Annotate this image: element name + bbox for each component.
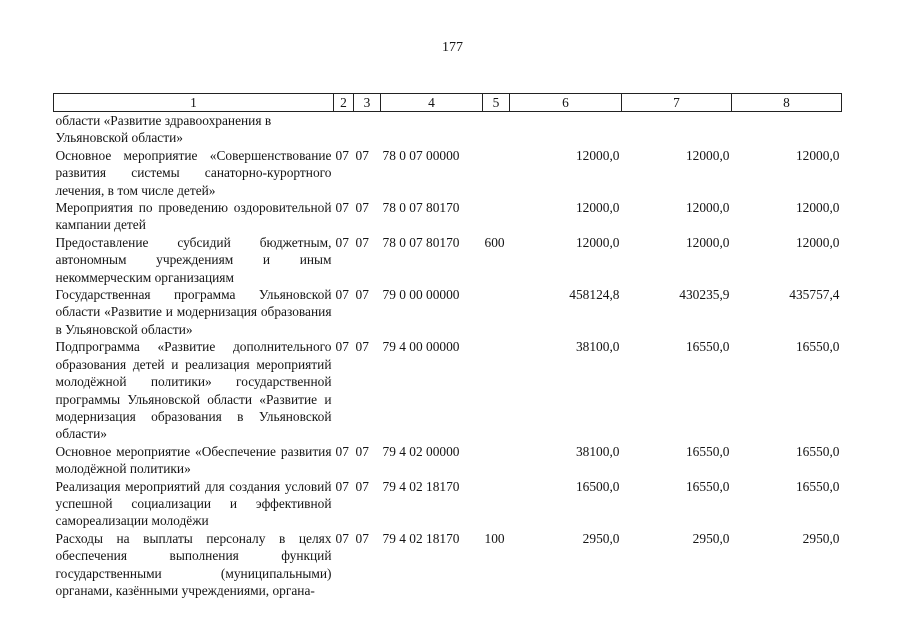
row-description: Основное мероприятие «Обеспечение развития молодёжной политики» [55, 443, 332, 477]
row-amount-col8: 16550,0 [795, 339, 840, 355]
column-header-2: 2 [334, 94, 354, 112]
row-description: Предоставление субсидий бюджетным, автономным учреждениям и иным некоммерческим организациям [55, 234, 332, 285]
table-header-row [54, 94, 842, 112]
row-subsection: 07 [355, 443, 369, 459]
row-expense-type [483, 147, 510, 199]
table-row [54, 443, 842, 478]
row-amount-col8: 12000,0 [795, 200, 840, 216]
row-amount-col7: 2950,0 [692, 530, 730, 546]
row-subsection: 07 [355, 478, 369, 494]
row-section: 07 [335, 339, 349, 355]
row-amount-col7: 12000,0 [685, 147, 730, 163]
row-expense-type [483, 478, 510, 530]
row-target-article: 79 0 00 00000 [382, 287, 460, 303]
column-header-7: 7 [622, 94, 732, 112]
row-amount-col8 [732, 112, 842, 147]
row-amount-col6: 16500,0 [575, 478, 620, 494]
row-section: 07 [335, 530, 349, 546]
row-section: 07 [335, 234, 349, 250]
row-description: Мероприятия по проведению оздоровительной кампании детей [55, 200, 332, 233]
row-amount-col7: 16550,0 [685, 339, 730, 355]
row-target-article: 79 4 00 00000 [382, 339, 460, 355]
column-header-6: 6 [510, 94, 622, 112]
row-section: 07 [335, 287, 349, 303]
row-subsection: 07 [355, 234, 369, 250]
table-row [54, 147, 842, 199]
table-row [54, 112, 842, 147]
row-amount-col6: 12000,0 [575, 200, 620, 216]
row-amount-col8: 16550,0 [795, 443, 840, 459]
row-expense-type [483, 443, 510, 478]
row-amount-col7: 16550,0 [685, 478, 730, 494]
table-row [54, 478, 842, 530]
column-header-4: 4 [381, 94, 483, 112]
row-description: Основное мероприятие «Совершенствование развития системы санаторно-курортного лечения, в том числе детей» [55, 147, 332, 198]
table-row [54, 338, 842, 442]
column-header-3: 3 [354, 94, 381, 112]
row-description: области «Развитие здравоохранения в Ульяновской области» [55, 113, 272, 146]
row-amount-col6: 458124,8 [569, 287, 620, 303]
row-description: Государственная программа Ульяновской области «Развитие и модернизация образования в Ульяновской области» [55, 287, 332, 337]
row-target-article: 78 0 07 00000 [382, 147, 460, 163]
row-amount-col6: 38100,0 [575, 339, 620, 355]
row-expense-type [483, 112, 510, 147]
row-amount-col6 [510, 112, 622, 147]
row-subsection: 07 [355, 287, 369, 303]
row-target-article: 79 4 02 18170 [382, 478, 460, 494]
row-description: Расходы на выплаты персоналу в целях обеспечения выполнения функций государственными (муниципальными) органами, казёнными учреждениями, органа- [55, 530, 332, 598]
row-expense-type [483, 286, 510, 338]
row-amount-col6: 12000,0 [575, 147, 620, 163]
row-amount-col8: 12000,0 [795, 147, 840, 163]
row-amount-col6: 38100,0 [575, 443, 620, 459]
row-amount-col7: 16550,0 [685, 443, 730, 459]
row-target-article [381, 112, 483, 147]
column-header-5: 5 [483, 94, 510, 112]
row-amount-col8: 435757,4 [789, 287, 840, 303]
table-row [54, 286, 842, 338]
row-expense-type [483, 338, 510, 442]
row-description: Реализация мероприятий для создания условий успешной социализации и эффективной самореализации молодёжи [55, 478, 332, 529]
row-amount-col7: 430235,9 [679, 287, 730, 303]
row-section [334, 112, 354, 147]
table-row [54, 530, 842, 600]
row-amount-col7 [622, 112, 732, 147]
row-expense-type [483, 199, 510, 234]
row-subsection: 07 [355, 147, 369, 163]
row-section: 07 [335, 200, 349, 216]
row-expense-type: 600 [484, 234, 505, 250]
row-subsection: 07 [355, 530, 369, 546]
row-subsection [354, 112, 381, 147]
row-section: 07 [335, 478, 349, 494]
row-section: 07 [335, 443, 349, 459]
row-subsection: 07 [355, 200, 369, 216]
row-target-article: 79 4 02 18170 [382, 530, 460, 546]
row-amount-col7: 12000,0 [685, 234, 730, 250]
budget-table [53, 93, 842, 599]
row-amount-col8: 2950,0 [802, 530, 840, 546]
row-amount-col8: 12000,0 [795, 234, 840, 250]
page-number: 177 [442, 40, 463, 55]
row-amount-col6: 12000,0 [575, 234, 620, 250]
row-target-article: 79 4 02 00000 [382, 443, 460, 459]
row-amount-col6: 2950,0 [582, 530, 620, 546]
column-header-1: 1 [54, 94, 334, 112]
row-target-article: 78 0 07 80170 [382, 200, 460, 216]
table-row [54, 199, 842, 234]
row-section: 07 [335, 147, 349, 163]
column-header-8: 8 [732, 94, 842, 112]
row-amount-col8: 16550,0 [795, 478, 840, 494]
row-target-article: 78 0 07 80170 [382, 234, 460, 250]
row-description: Подпрограмма «Развитие дополнительного образования детей и реализация мероприятий молодёжной политики» государственной программы Ульяновской области «Развитие и модернизация образования в Ульяновской области» [55, 339, 332, 442]
row-expense-type: 100 [484, 530, 505, 546]
row-subsection: 07 [355, 339, 369, 355]
table-row [54, 234, 842, 286]
row-amount-col7: 12000,0 [685, 200, 730, 216]
